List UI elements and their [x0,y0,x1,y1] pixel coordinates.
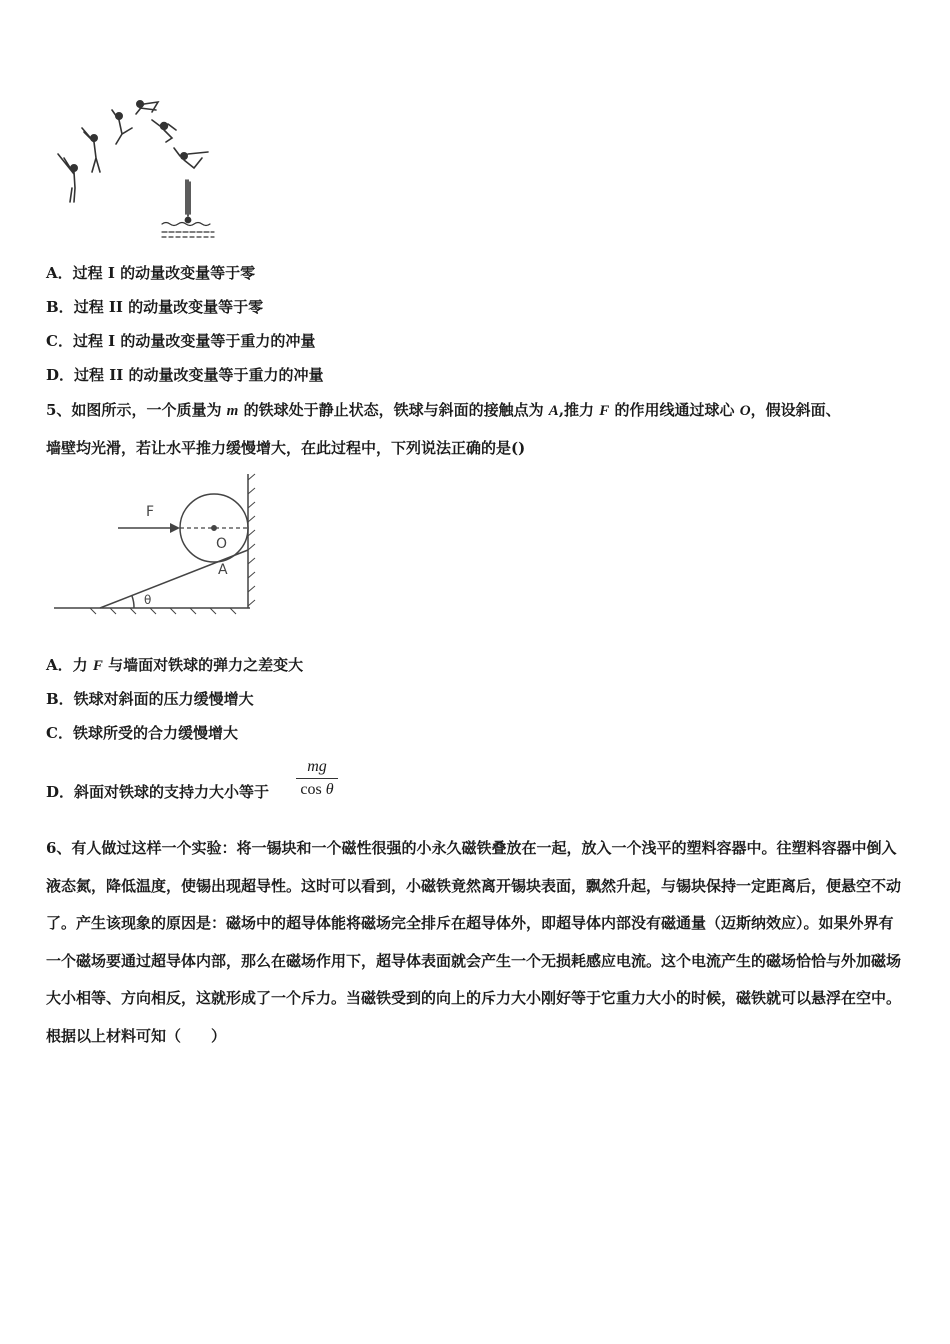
diver-pose-5 [152,120,176,142]
q4-option-a: A．过程 I 的动量改变量等于零 [46,264,256,282]
label-O: O [216,536,228,552]
label-A: A [218,562,228,578]
q4-option-d: D．过程 II 的动量改变量等于重力的冲量 [46,366,324,384]
q5-option-c: C．铁球所受的合力缓慢增大 [46,724,238,742]
wall-hatching [248,474,255,606]
q5-option-d: D．斜面对铁球的支持力大小等于 [46,783,270,801]
diver-pose-2 [82,128,100,172]
q5-stem-line1: 5、如图所示，一个质量为 m 的铁球处于静止状态，铁球与斜面的接触点为 A,推力 F 的作用线通过球心 O，假设斜面、 [46,401,841,419]
label-theta: θ [144,593,152,607]
ball-center-dot [212,526,216,530]
ground-hatching [90,608,236,614]
fraction-numerator: mg [296,758,338,779]
q5-option-b: B．铁球对斜面的压力缓慢增大 [46,690,254,708]
diver-pose-7 [185,180,190,223]
water-surface [162,223,214,238]
incline-ball-figure [50,470,270,616]
q4-option-b: B．过程 II 的动量改变量等于零 [46,298,264,316]
label-F: F [146,504,155,520]
q5-stem-line2: 墙壁均光滑，若让水平推力缓慢增大，在此过程中，下列说法正确的是() [46,439,526,457]
diver-pose-4 [136,101,158,114]
force-arrowhead [170,523,180,533]
q4-option-c: C．过程 I 的动量改变量等于重力的冲量 [46,332,316,350]
angle-arc [132,596,134,608]
diver-pose-1 [58,154,77,202]
diver-pose-3 [112,110,132,144]
incline-line [100,550,248,608]
q6-paragraph: 6、有人做过这样一个实验：将一锡块和一个磁性很强的小永久磁铁叠放在一起，放入一个浅平的塑料容器中。往塑料容器中倒入液态氮，降低温度，使锡出现超导性。这时可以看到，小磁铁竟然离开锡块表面，飘然升起，与锡块保持一定距离后，便悬空不动了。产生该现象的原因是：磁场中的超导体能将磁场完全排斥在超导体外，即超导体内部没有磁通量（迈斯纳效应）。如果外界有一个磁场要通过超导体内部，那么在磁场作用下，超导体表面就会产生一个无损耗感应电流。这个电流产生的磁场恰恰与外加磁场大小相等、方向相反，这就形成了一个斥力。当磁铁受到的向上的斥力大小刚好等于它重力大小的时候，磁铁就可以悬浮在空中。根据以上材料可知（ ） [46,839,902,1045]
q5-option-d-fraction [296,758,338,799]
q5-option-a: A．力 F 与墙面对铁球的弹力之差变大 [46,656,304,674]
diver-sequence-figure [44,96,224,244]
fraction-denominator: cos θ [300,781,334,798]
diver-pose-6 [174,148,208,168]
